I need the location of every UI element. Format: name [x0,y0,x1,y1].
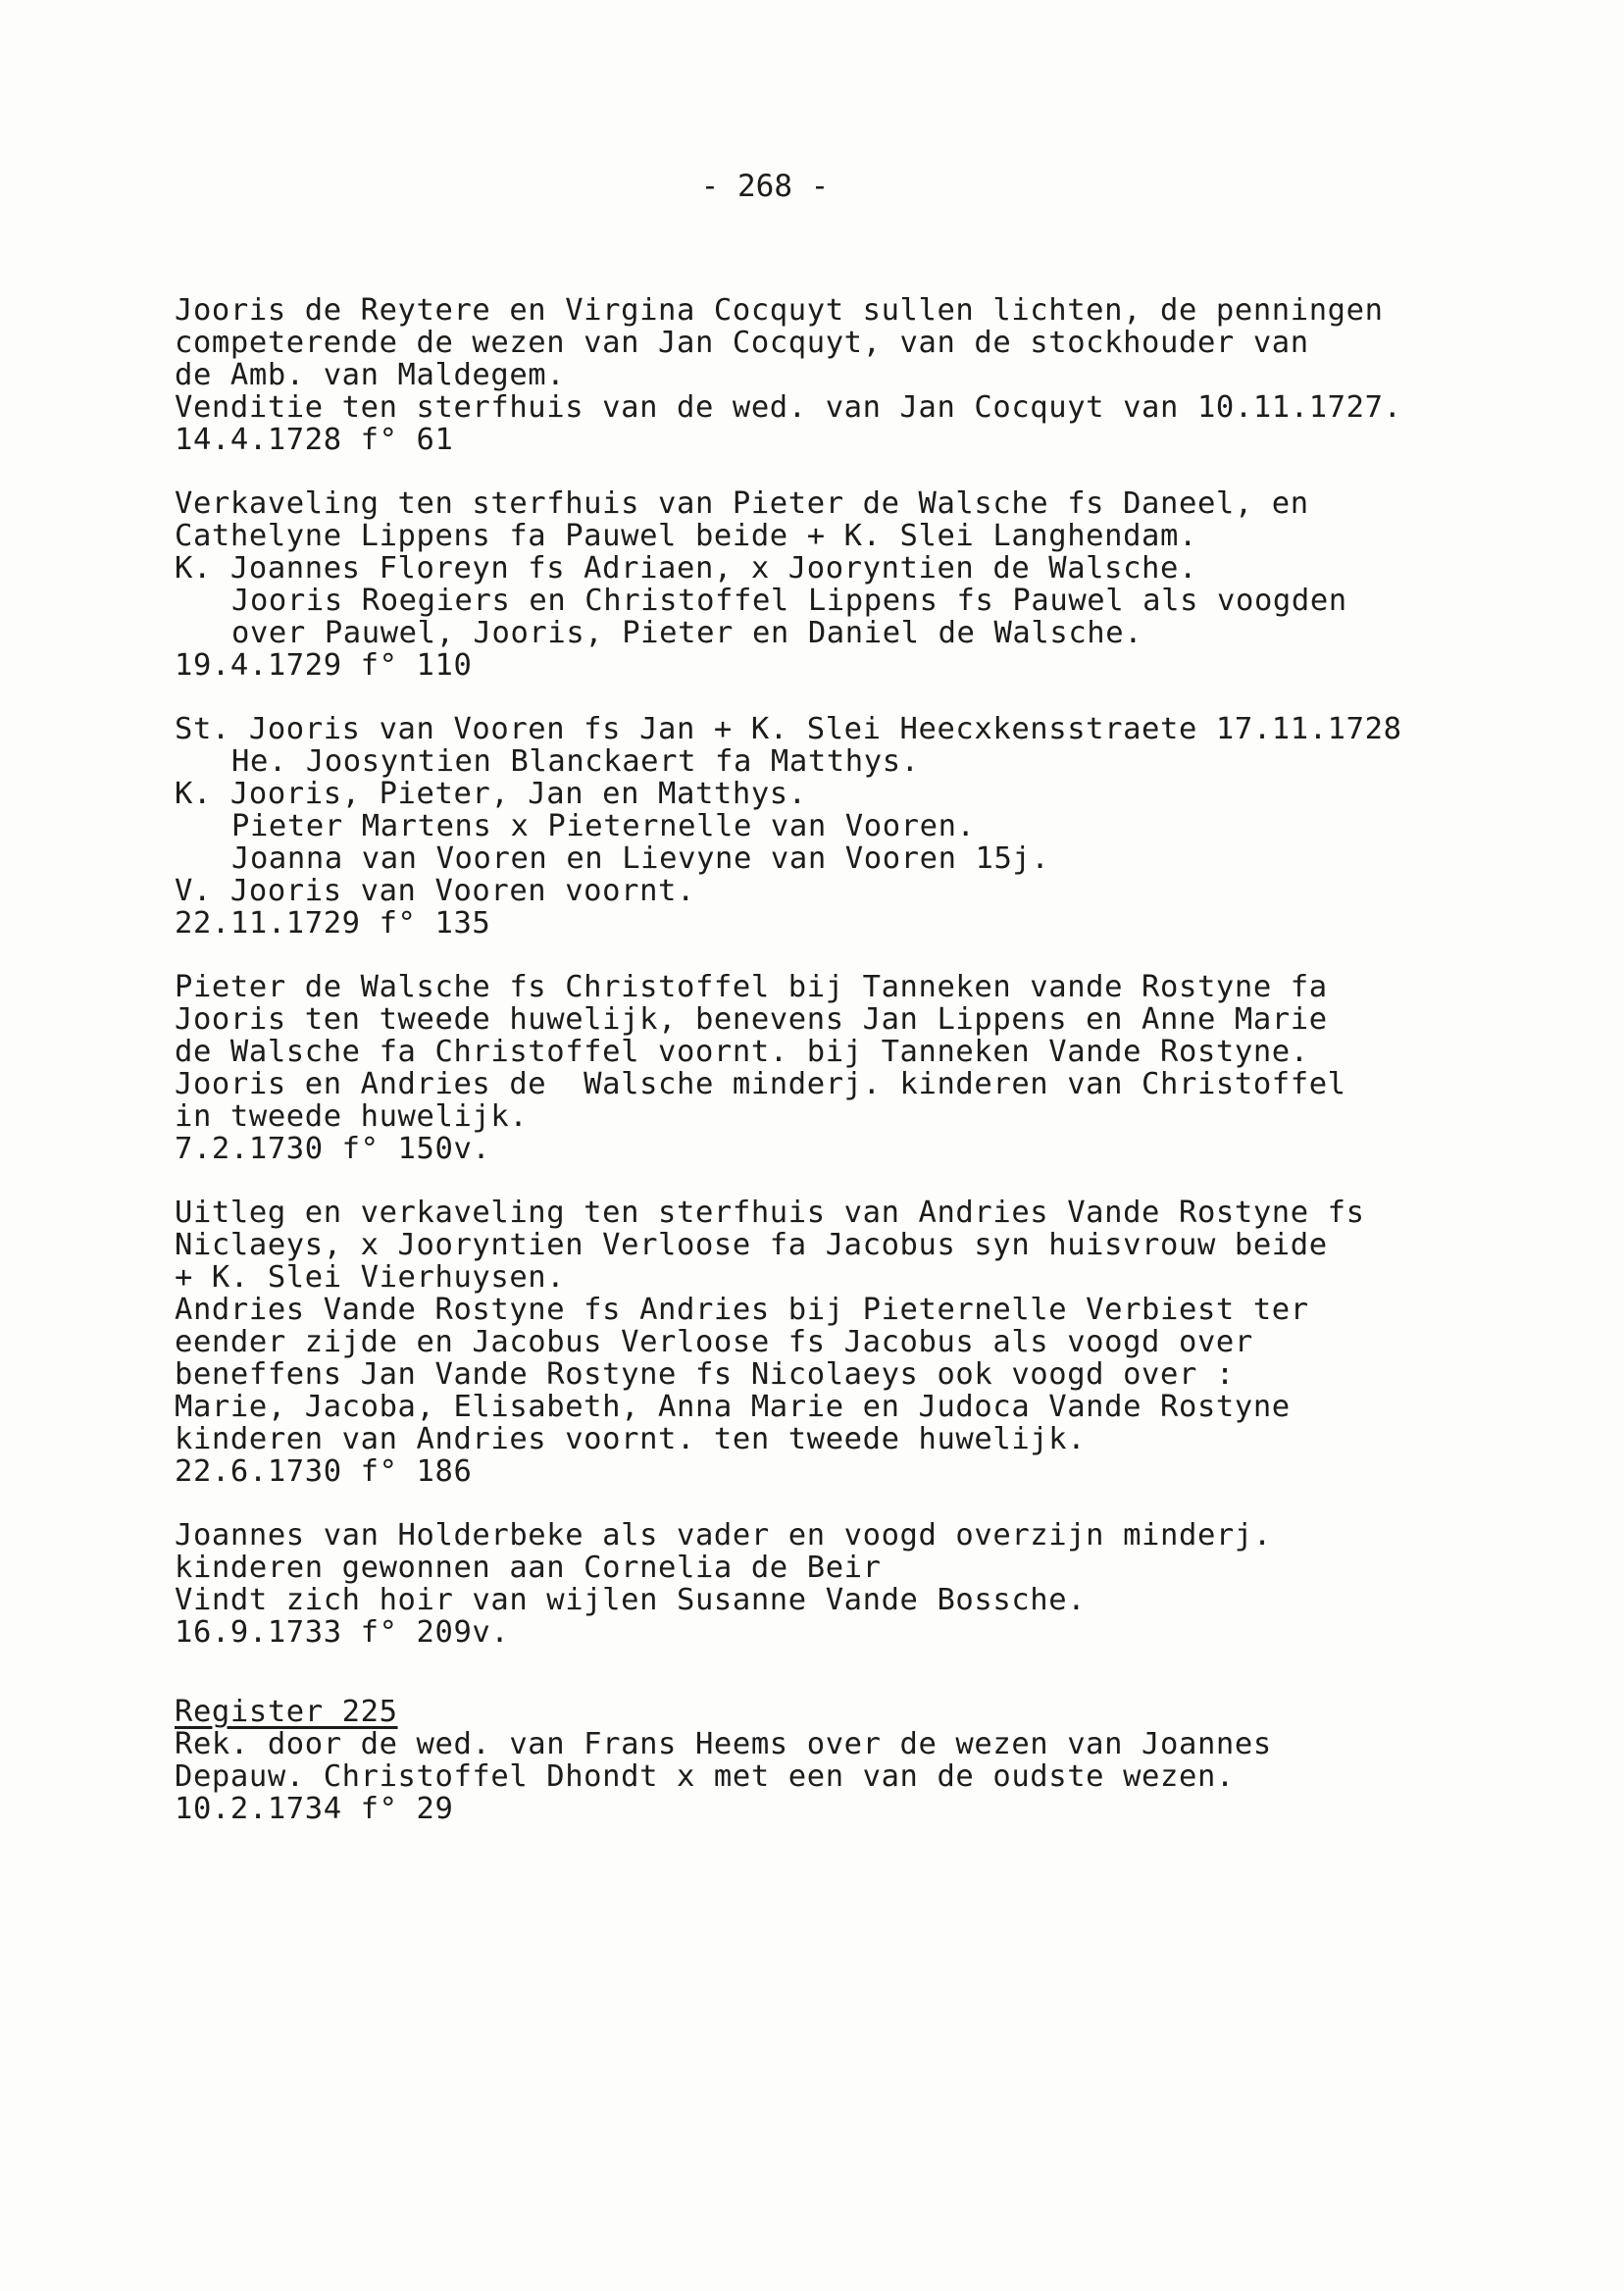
entry-line: Pieter de Walsche fs Christoffel bij Tanneken vande Rostyne fa [175,970,1328,1004]
entry-line: de Amb. van Maldegem. [175,358,566,392]
entry-line: St. Jooris van Vooren fs Jan + K. Slei Heecxkensstraete 17.11.1728 [175,712,1402,746]
entry-6 [175,1519,1498,1649]
entry-line: Niclaeys, x Jooryntien Verloose fa Jacobus syn huisvrouw beide [175,1228,1328,1262]
entry-line: Cathelyne Lippens fa Pauwel beide + K. Slei Langhendam. [175,519,1197,553]
entry-line: K. Joannes Floreyn fs Adriaen, x Jooryntien de Walsche. [175,551,1197,585]
entry-line-indented: Pieter Martens x Pieternelle van Vooren. [231,809,976,843]
entry-1 [175,294,1498,456]
entry-3 [175,713,1498,940]
entry-line: Jooris de Reytere en Virgina Cocquyt sullen lichten, de penningen [175,293,1384,328]
entry-5 [175,1196,1498,1488]
entry-line-indented: He. Joosyntien Blanckaert fa Matthys. [231,744,920,779]
entry-line: Rek. door de wed. van Frans Heems over de wezen van Joannes [175,1727,1272,1761]
entry-reference: 10.2.1734 f° 29 [175,1792,454,1826]
entry-reference: 16.9.1733 f° 209v. [175,1615,510,1650]
entry-reference: 22.6.1730 f° 186 [175,1454,473,1489]
entry-reference: 19.4.1729 f° 110 [175,648,473,683]
entry-line: V. Jooris van Vooren voornt. [175,874,695,908]
register-section [175,1696,1498,1825]
entry-line-indented: Jooris Roegiers en Christoffel Lippens fs Pauwel als voogden [231,584,1347,618]
entry-reference: 14.4.1728 f° 61 [175,423,454,457]
entry-line: Jooris ten tweede huwelijk, benevens Jan Lippens en Anne Marie [175,1002,1328,1037]
entry-reference: 7.2.1730 f° 150v. [175,1132,491,1166]
entry-line: Andries Vande Rostyne fs Andries bij Pieternelle Verbiest ter [175,1293,1309,1327]
entry-2 [175,487,1498,682]
page-number: - 268 - [700,169,830,204]
entry-line: competerende de wezen van Jan Cocquyt, van de stockhouder van [175,326,1309,360]
entry-line: Verkaveling ten sterfhuis van Pieter de Walsche fs Daneel, en [175,486,1309,521]
entry-line: Marie, Jacoba, Elisabeth, Anna Marie en Judoca Vande Rostyne [175,1390,1291,1424]
entry-line: de Walsche fa Christoffel voornt. bij Tanneken Vande Rostyne. [175,1035,1309,1069]
entry-line: Venditie ten sterfhuis van de wed. van Jan Cocquyt van 10.11.1727. [175,390,1402,425]
entry-line: Jooris en Andries de Walsche minderj. kinderen van Christoffel [175,1067,1346,1101]
register-heading: Register 225 [175,1695,398,1729]
entry-line: Uitleg en verkaveling ten sterfhuis van Andries Vande Rostyne fs [175,1196,1365,1230]
entry-reference: 22.11.1729 f° 135 [175,906,491,941]
entry-line: K. Jooris, Pieter, Jan en Matthys. [175,777,807,811]
entry-line: eender zijde en Jacobus Verloose fs Jacobus als voogd over [175,1325,1253,1359]
entry-line-indented: Joanna van Vooren en Lievyne van Vooren 15j. [231,841,1050,876]
document-body [175,294,1498,1857]
entry-line: Vindt zich hoir van wijlen Susanne Vande Bossche. [175,1583,1087,1617]
entry-line: beneffens Jan Vande Rostyne fs Nicolaeys ook voogd over : [175,1357,1235,1392]
entry-line: in tweede huwelijk. [175,1099,529,1134]
entry-line: kinderen gewonnen aan Cornelia de Beir [175,1551,882,1585]
entry-line-indented: over Pauwel, Jooris, Pieter en Daniel de Walsche. [231,616,1143,650]
entry-line: Joannes van Holderbeke als vader en voogd overzijn minderj. [175,1518,1272,1553]
entry-4 [175,971,1498,1165]
entry-line: + K. Slei Vierhuysen. [175,1260,566,1295]
entry-line: kinderen van Andries voornt. ten tweede huwelijk. [175,1422,1087,1456]
entry-line: Depauw. Christoffel Dhondt x met een van de oudste wezen. [175,1759,1235,1794]
